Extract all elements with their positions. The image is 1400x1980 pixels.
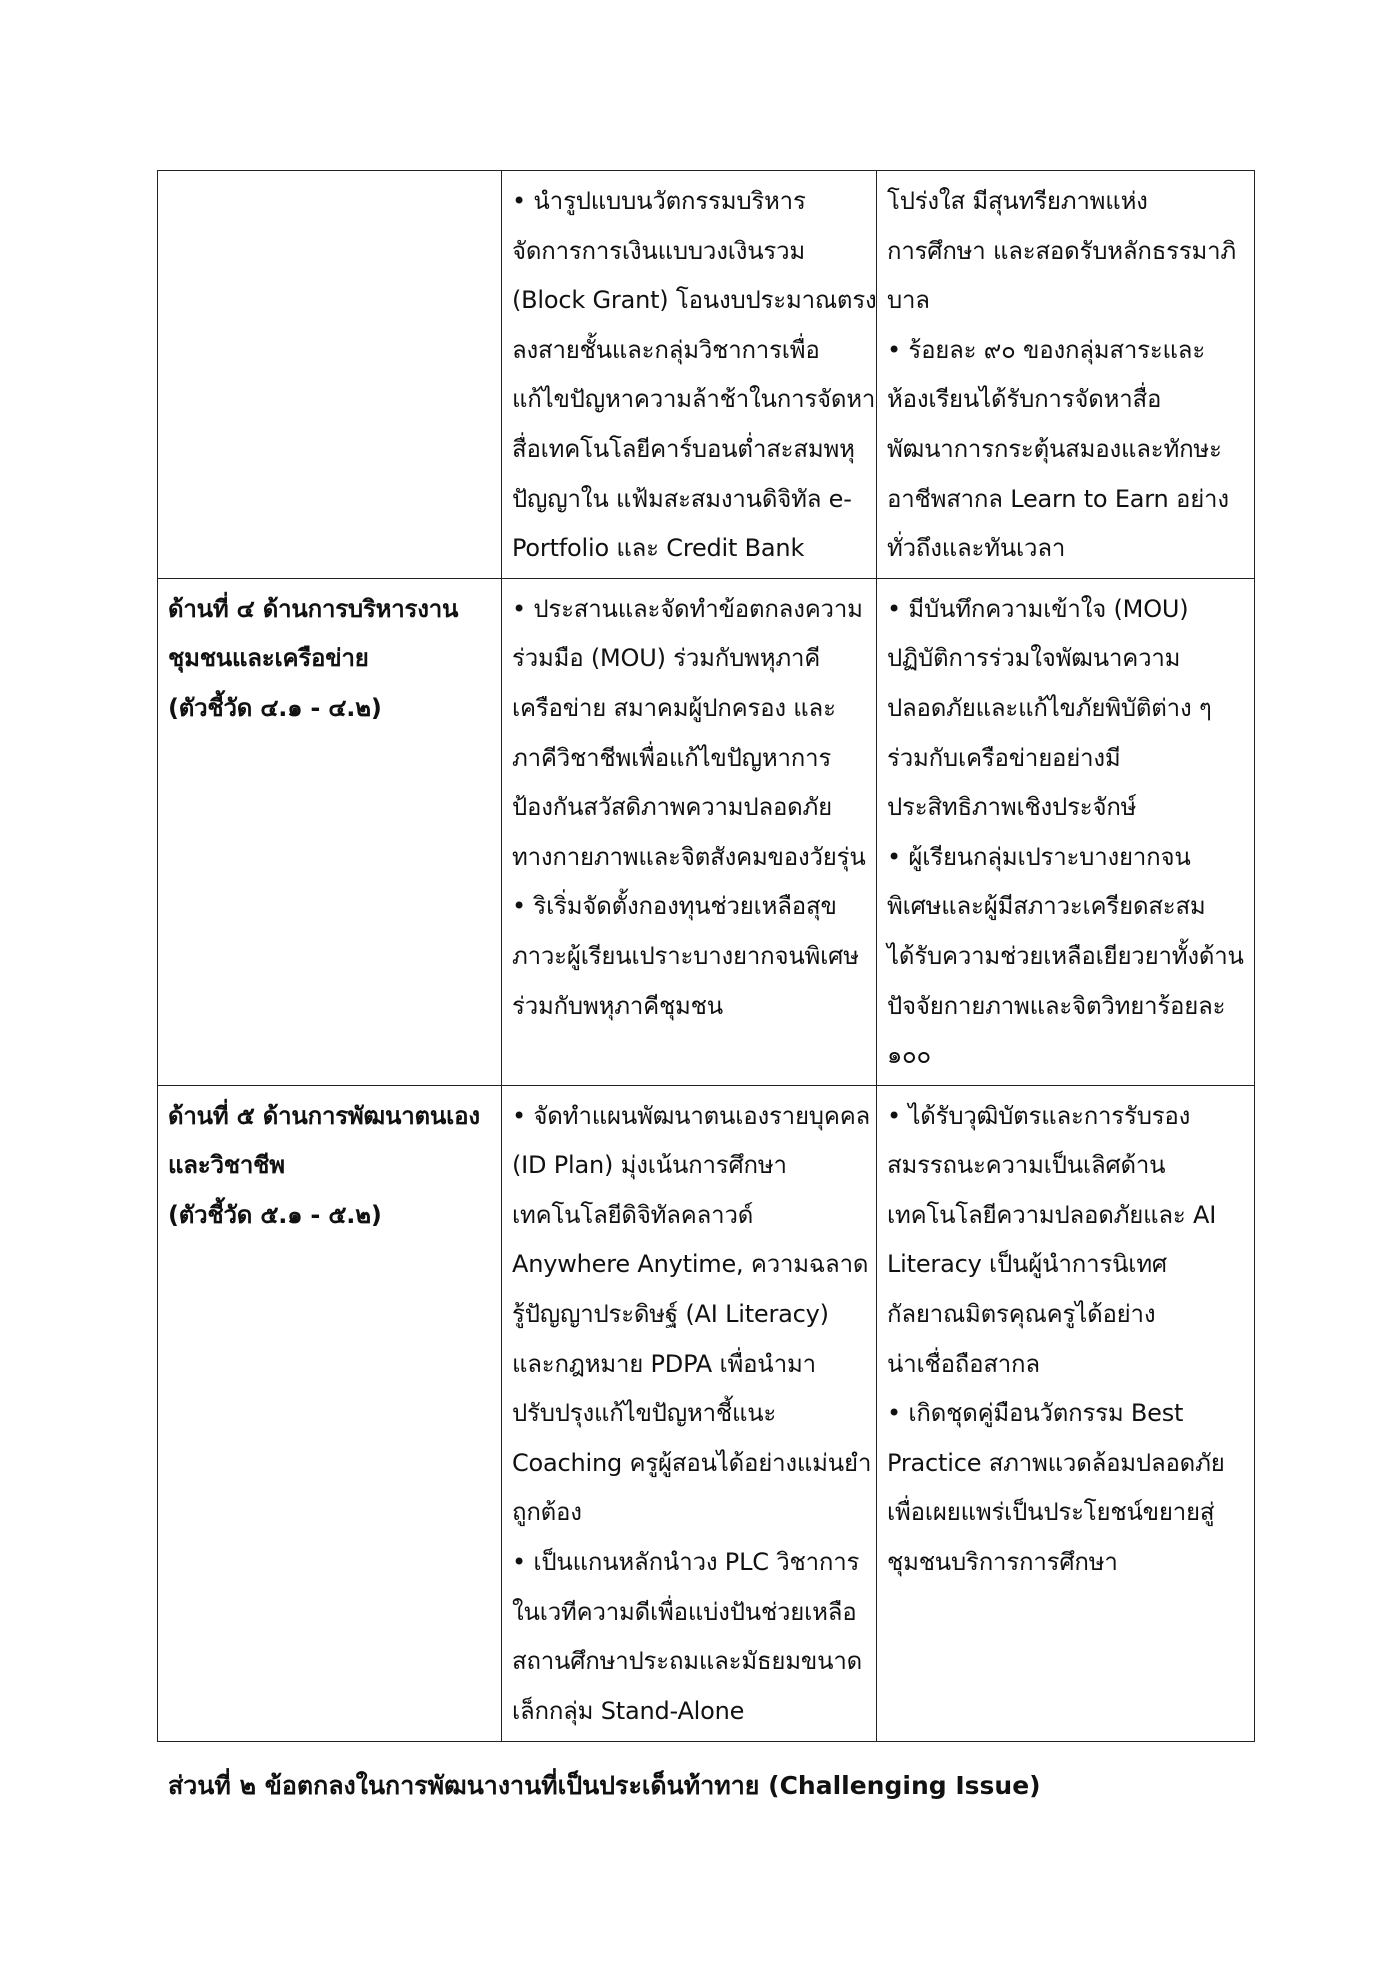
cell-text-line: • เป็นแกนหลักนำวง PLC วิชาการ <box>512 1548 860 1577</box>
cell-text-line: ประสิทธิภาพเชิงประจักษ์ <box>887 793 1137 822</box>
outcomes-cell <box>877 578 1255 1085</box>
cell-text-line: กัลยาณมิตรคุณครูได้อย่าง <box>887 1300 1156 1329</box>
cell-text-line: แก้ไขปัญหาความล้าช้าในการจัดหา <box>512 385 876 414</box>
cell-text-line: อาชีพสากล Learn to Earn อย่าง <box>887 484 1229 513</box>
area-heading-cell <box>158 578 502 1085</box>
cell-text-line: จัดการการเงินแบบวงเงินรวม <box>512 236 806 265</box>
cell-text-line: น่าเชื่อถือสากล <box>887 1349 1040 1378</box>
cell-text-line: ปลอดภัยและแก้ไขภัยพิบัติต่าง ๆ <box>887 693 1212 722</box>
cell-text-line: • จัดทำแผนพัฒนาตนเองรายบุคคล <box>512 1101 871 1130</box>
cell-text-line: • ร้อยละ ๙๐ ของกลุ่มสาระและ <box>887 335 1206 364</box>
cell-text-line: พิเศษและผู้มีสภาวะเครียดสะสม <box>887 892 1206 921</box>
cell-text-line: Portfolio และ Credit Bank <box>512 534 805 563</box>
cell-text-line: (Block Grant) โอนงบประมาณตรง <box>512 286 877 315</box>
outcomes-cell <box>877 1085 1255 1741</box>
cell-text-line: ปฏิบัติการร่วมใจพัฒนาความ <box>887 644 1181 673</box>
cell-text-line: โปร่งใส มีสุนทรียภาพแห่ง <box>887 187 1148 215</box>
cell-text-line: • ริเริ่มจัดตั้งกองทุนช่วยเหลือสุข <box>512 892 837 921</box>
cell-text-line: เครือข่าย สมาคมผู้ปกครอง และ <box>512 693 836 722</box>
cell-text-line: ชุมชนบริการการศึกษา <box>887 1548 1118 1577</box>
cell-text-line: สถานศึกษาประถมและมัธยมขนาด <box>512 1647 862 1676</box>
cell-text-line: Anywhere Anytime, ความฉลาด <box>512 1250 869 1279</box>
table-row <box>158 1085 1255 1741</box>
cell-text-line: (ตัวชี้วัด ๔.๑ - ๔.๒) <box>168 693 382 722</box>
cell-text-line: ปัญญาใน แฟ้มสะสมงานดิจิทัล e- <box>512 484 852 513</box>
cell-text-line: รู้ปัญญาประดิษฐ์ (AI Literacy) <box>512 1300 829 1329</box>
cell-text-line: บาล <box>887 286 930 315</box>
cell-text-line: ปรับปรุงแก้ไขปัญหาชี้แนะ <box>512 1399 777 1428</box>
cell-text-line: พัฒนาการกระตุ้นสมองและทักษะ <box>887 434 1222 463</box>
cell-text-line: เทคโนโลยีความปลอดภัยและ AI <box>887 1200 1217 1229</box>
cell-text-line: ทางกายภาพและจิตสังคมของวัยรุ่น <box>512 842 866 871</box>
table-row <box>158 171 1255 579</box>
cell-text-line: และวิชาชีพ <box>168 1151 285 1180</box>
cell-text-line: ได้รับความช่วยเหลือเยียวยาทั้งด้าน <box>887 941 1244 970</box>
cell-text-line: (ตัวชี้วัด ๕.๑ - ๕.๒) <box>168 1200 382 1229</box>
cell-text-line: Practice สภาพแวดล้อมปลอดภัย <box>887 1448 1225 1477</box>
outcomes-cell <box>877 171 1255 579</box>
cell-text-line: ลงสายชั้นและกลุ่มวิชาการเพื่อ <box>512 335 820 364</box>
cell-text-line: สมรรถนะความเป็นเลิศด้าน <box>887 1151 1166 1180</box>
agreement-table <box>157 170 1255 1742</box>
cell-text-line: ร่วมมือ (MOU) ร่วมกับพหุภาคี <box>512 644 821 673</box>
cell-text-line: ป้องกันสวัสดิภาพความปลอดภัย <box>512 793 833 822</box>
cell-text-line: เพื่อเผยแพร่เป็นประโยชน์ขยายสู่ <box>887 1498 1215 1527</box>
cell-text-line: ถูกต้อง <box>512 1498 582 1527</box>
cell-text-line: และกฎหมาย PDPA เพื่อนำมา <box>512 1349 816 1378</box>
area-heading-cell <box>158 1085 502 1741</box>
cell-text-line: Literacy เป็นผู้นำการนิเทศ <box>887 1250 1167 1279</box>
cell-text-line: ภาวะผู้เรียนเปราะบางยากจนพิเศษ <box>512 941 859 970</box>
section-heading: ส่วนที่ ๒ ข้อตกลงในการพัฒนางานที่เป็นประเด็นท้าทาย (Challenging Issue) <box>168 1771 1041 1800</box>
cell-text-line: ร่วมกับเครือข่ายอย่างมี <box>887 743 1121 772</box>
cell-text-line: • ผู้เรียนกลุ่มเปราะบางยากจน <box>887 842 1191 871</box>
cell-text-line: ด้านที่ ๕ ด้านการพัฒนาตนเอง <box>168 1101 480 1130</box>
table-row <box>158 578 1255 1085</box>
cell-text-line: • นำรูปแบบนวัตกรรมบริหาร <box>512 187 806 215</box>
cell-text-line: การศึกษา และสอดรับหลักธรรมาภิ <box>887 236 1237 265</box>
cell-text-line: • ได้รับวุฒิบัตรและการรับรอง <box>887 1101 1191 1130</box>
cell-text-line: Coaching ครูผู้สอนได้อย่างแม่นยำ <box>512 1448 872 1477</box>
actions-cell <box>502 171 877 579</box>
cell-text-line: ห้องเรียนได้รับการจัดหาสื่อ <box>887 385 1162 414</box>
cell-text-line: ชุมชนและเครือข่าย <box>168 644 369 673</box>
actions-cell <box>502 1085 877 1741</box>
area-heading-cell <box>158 171 502 579</box>
cell-text-line: (ID Plan) มุ่งเน้นการศึกษา <box>512 1151 787 1180</box>
cell-text-line: เทคโนโลยีดิจิทัลคลาวด์ <box>512 1200 754 1229</box>
cell-text-line: • เกิดชุดคู่มือนวัตกรรม Best <box>887 1399 1184 1428</box>
cell-text-line: • ประสานและจัดทำข้อตกลงความ <box>512 594 863 623</box>
cell-text-line: ๑๐๐ <box>887 1041 931 1070</box>
cell-text-line: เล็กกลุ่ม Stand-Alone <box>512 1696 745 1725</box>
actions-cell <box>502 578 877 1085</box>
cell-text-line: ทั่วถึงและทันเวลา <box>887 534 1066 563</box>
cell-text-line: สื่อเทคโนโลยีคาร์บอนต่ำสะสมพหุ <box>512 434 855 463</box>
cell-text-line: ปัจจัยกายภาพและจิตวิทยาร้อยละ <box>887 991 1226 1020</box>
cell-text-line: ด้านที่ ๔ ด้านการบริหารงาน <box>168 594 459 623</box>
cell-text-line: ภาคีวิชาชีพเพื่อแก้ไขปัญหาการ <box>512 743 832 772</box>
cell-text-line: • มีบันทึกความเข้าใจ (MOU) <box>887 594 1189 623</box>
cell-text-line: ร่วมกับพหุภาคีชุมชน <box>512 991 723 1020</box>
cell-text-line: ในเวทีความดีเพื่อแบ่งปันช่วยเหลือ <box>512 1597 857 1626</box>
